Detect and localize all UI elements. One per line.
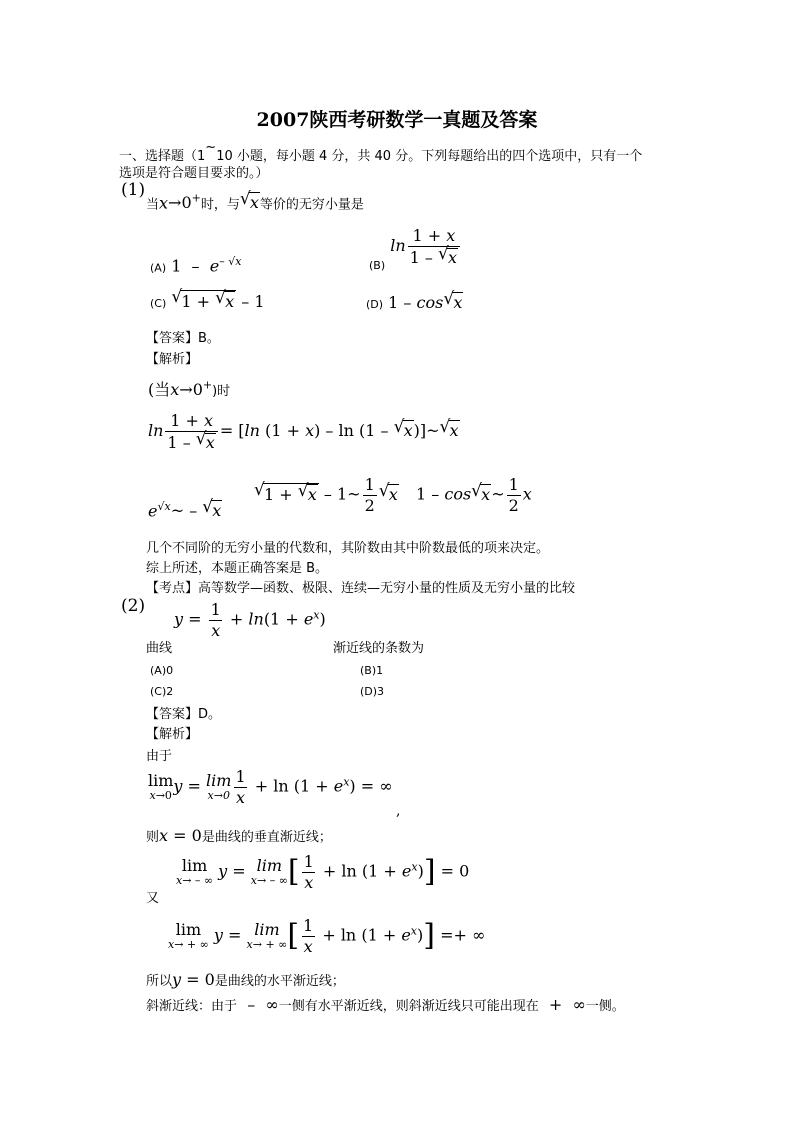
q2-asym-label: 渐近线的条数为 bbox=[333, 641, 425, 656]
q2-limit-1: lim x→0 y = lim x→0 $\frac{1}{x}$ + $\ln (1 + e^x)$ = ∞ bbox=[148, 767, 393, 807]
q2-also: 又 bbox=[146, 891, 160, 906]
q2-option-a: (A)0 bbox=[150, 664, 174, 677]
q1-option-c: (C) √ 1 + √ x – 1 bbox=[150, 287, 265, 311]
q2-answer: 【答案】D。 bbox=[146, 707, 222, 722]
q2-option-b: (B)1 bbox=[360, 664, 384, 677]
page-title: 2007陕西考研数学一真题及答案 bbox=[256, 109, 538, 131]
q1-option-d: (D) 1 – cos √ x bbox=[366, 289, 463, 312]
q1-note-2: 综上所述，本题正确答案是 B。 bbox=[146, 561, 329, 576]
q2-limit-3: lim x→ + ∞ y = lim x→ + ∞ [ $\frac{1}{x}$ + $\ln (1 + e^x)$] =+ ∞ bbox=[168, 916, 486, 956]
q1-answer: 【答案】B。 bbox=[146, 331, 220, 346]
q2-curve-equation: y = $\frac{1}{x}$ + $\ln(1 + e^x)$ bbox=[174, 600, 326, 640]
q1-number: (1) bbox=[121, 180, 146, 200]
q1-equation-1: ln 1 + x 1 – √ x = [ln (1 + x) – ln (1 – √ x)]~ √ x bbox=[148, 411, 459, 452]
q1-stem: 当x→0+时，与 √ x等价的无穷小量是 bbox=[146, 189, 364, 213]
q2-option-c: (C)2 bbox=[150, 685, 174, 698]
q1-equation-2b: √ 1 + √ x – 1~ $\frac{1}{2}$ √ x bbox=[254, 475, 398, 515]
q2-because: 由于 bbox=[146, 749, 173, 764]
q1-option-b: $_{(B)}$ ln 1 + x 1 – √ x bbox=[369, 227, 462, 272]
q2-limit-2: lim x→ – ∞ y = lim x→ – ∞ [ $\frac{1}{x}$ + $\ln (1 + e^x)] = 0$ bbox=[176, 852, 470, 892]
q2-comma: , bbox=[396, 803, 401, 819]
q1-equation-2c: 1 – cos √ x~ $\frac{1}{2}$ x bbox=[416, 475, 532, 515]
q2-oblique-asymptote: 斜渐近线：由于 – ∞一侧有水平渐近线，则斜渐近线只可能出现在 + ∞一侧。 bbox=[146, 995, 625, 1014]
q1-when: (当x→0+)时 bbox=[148, 378, 231, 399]
q1-kaodian: 【考点】高等数学—函数、极限、连续—无穷小量的性质及无穷小量的比较 bbox=[146, 581, 576, 596]
q1-analysis-label: 【解析】 bbox=[146, 352, 199, 367]
q1-option-a: (A) $1 - e^{- √x}$ bbox=[150, 255, 242, 276]
q2-curve-label: 曲线 bbox=[146, 641, 173, 656]
q2-vertical-asymptote: 则x = 0是曲线的垂直渐近线； bbox=[146, 826, 332, 845]
q1-note-1: 几个不同阶的无穷小量的代数和，其阶数由其中阶数最低的项来决定。 bbox=[146, 541, 550, 556]
q2-number: (2) bbox=[121, 596, 146, 616]
q1-equation-2a: $e^{√x}\sim$ – √ x bbox=[148, 497, 222, 521]
section-heading: 一、选择题（1~10 小题，每小题 4 分，共 40 分。下列每题给出的四个选项中，只有一个 bbox=[119, 140, 643, 164]
q2-analysis-label: 【解析】 bbox=[146, 727, 199, 742]
q2-horizontal-asymptote: 所以y = 0是曲线的水平渐近线； bbox=[146, 970, 345, 989]
section-heading-line2: 选项是符合题目要求的。） bbox=[119, 166, 269, 181]
q2-option-d: (D)3 bbox=[360, 685, 385, 698]
